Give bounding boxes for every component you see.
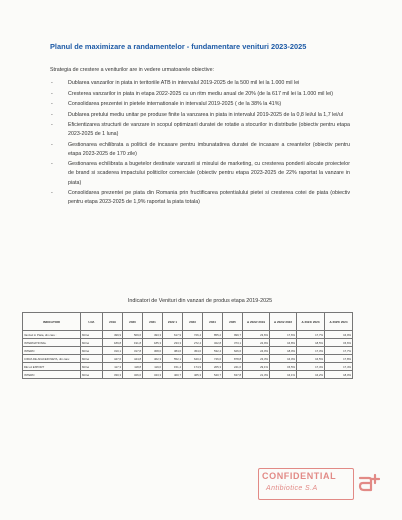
bullet-dash: - <box>51 190 53 197</box>
bullet-dash: - <box>51 122 53 129</box>
objective-text: Eficientizarea structurii de vanzare in scopul optimizarii duratei de rotatie a stocurilor in distributie (obiectiv pentru etapa 2023-2025 de 1 luna) <box>68 122 350 138</box>
table-row <box>23 371 353 379</box>
value-cell: 117,3 <box>103 363 123 371</box>
column-header: Δ 2024/ 2023 <box>297 313 325 331</box>
column-header: 2020 <box>123 313 143 331</box>
value-cell: 17,8% <box>325 355 353 363</box>
value-cell: 18,0% <box>270 347 297 355</box>
value-cell: 21,3% <box>243 371 270 379</box>
value-cell: 16,1% <box>270 371 297 379</box>
value-cell: 118,8 <box>123 363 143 371</box>
value-cell: 454,0 <box>183 347 203 355</box>
table-row <box>23 339 353 347</box>
unit-cell: Mil lei <box>81 339 103 347</box>
value-cell: 330,3 <box>103 371 123 379</box>
objective-item <box>50 160 350 187</box>
value-cell: 746,0 <box>203 355 223 363</box>
value-cell: 15,5% <box>270 363 297 371</box>
value-cell: 18,5% <box>297 339 325 347</box>
bullet-dash: - <box>51 141 53 148</box>
value-cell: 626,6 <box>223 347 243 355</box>
value-cell: 532,4 <box>203 347 223 355</box>
company-logo-icon <box>356 470 380 496</box>
value-cell: 151,4 <box>163 363 183 371</box>
value-cell: 855,2 <box>203 331 223 339</box>
revenue-indicators-table <box>22 312 353 379</box>
value-cell: 637,8 <box>223 371 243 379</box>
objective-item <box>50 189 350 207</box>
table-body <box>23 331 353 379</box>
value-cell: 462,3 <box>143 355 163 363</box>
value-cell: 272,4 <box>183 339 203 347</box>
table-row <box>23 347 353 355</box>
column-header: 2024 <box>203 313 223 331</box>
objective-item <box>50 90 350 99</box>
table-row <box>23 363 353 371</box>
value-cell: 499,9 <box>103 331 123 339</box>
value-cell: 308,0 <box>143 347 163 355</box>
value-cell: 400,7 <box>163 371 183 379</box>
unit-cell: Mil lei <box>81 363 103 371</box>
intro-paragraph: Strategia de crestere a veniturilor are in vedere urmatoarele obiective: <box>50 67 214 73</box>
value-cell: 189,8 <box>103 339 123 347</box>
column-header: 2019 <box>103 313 123 331</box>
indicator-cell: INTERN <box>23 347 81 355</box>
value-cell: 617,9 <box>163 331 183 339</box>
value-cell: 878,8 <box>223 355 243 363</box>
value-cell: 233,3 <box>163 339 183 347</box>
page-title: Planul de maximizare a randamentelor - fundamentare venituri 2023-2025 <box>50 42 307 51</box>
value-cell: 17,4% <box>325 363 353 371</box>
value-cell: 16,2% <box>297 371 325 379</box>
value-cell: 241,0 <box>223 363 243 371</box>
column-header: Δ 2025/ 2024 <box>325 313 353 331</box>
objective-text: Gestionarea echilibrata a bugetelor destinate vanzarii si mixului de marketing, cu cresterea ponderii alocate proiectelor de brand si scaderea impactului politicilor comerciale (obiectiv pentru etapa 2023-2025 de 22% raportat la vanzare in piata) <box>68 161 350 186</box>
value-cell: 509,6 <box>123 331 143 339</box>
column-header: Δ 2023/ 2022 <box>270 313 297 331</box>
objective-item <box>50 100 350 109</box>
column-header: 2021 <box>143 313 163 331</box>
table-header-row <box>23 313 353 331</box>
unit-cell: Mil lei <box>81 347 103 355</box>
value-cell: 16,8% <box>270 339 297 347</box>
value-cell: 552,1 <box>163 355 183 363</box>
column-header: U.M. <box>81 313 103 331</box>
bullet-dash: - <box>51 101 53 108</box>
column-header: 2025 <box>223 313 243 331</box>
value-cell: 384,6 <box>163 347 183 355</box>
indicator-cell: CIFRA DE AFACERI NETA, din care: <box>23 355 81 363</box>
column-header: INDICATORI <box>23 313 81 331</box>
table-title: Indicatori de Venituri din vanzari de produs etapa 2019-2025 <box>127 298 273 304</box>
value-cell: 16,9% <box>325 331 353 339</box>
value-cell: 540,7 <box>203 371 223 379</box>
value-cell: 15,6% <box>325 339 353 347</box>
objective-text: Consolidarea prezentei pe piata din Romania prin fructificarea potentialului pietei si cresterea cotei de piata (obiectiv pentru etapa 2023-2025 de 1,9% raportat la piata totala) <box>68 190 350 206</box>
value-cell: 640,2 <box>183 355 203 363</box>
unit-cell: Mil lei <box>81 355 103 363</box>
table-row <box>23 331 353 339</box>
value-cell: 465,3 <box>183 371 203 379</box>
value-cell: 447,6 <box>103 355 123 363</box>
value-cell: 326,0 <box>123 371 143 379</box>
column-header: Δ 2022/ 2019 <box>243 313 270 331</box>
value-cell: 174,9 <box>183 363 203 371</box>
column-header: 2022 1 <box>163 313 183 331</box>
objective-item <box>50 121 350 139</box>
objective-item <box>50 111 350 120</box>
value-cell: 317,8 <box>123 347 143 355</box>
confidential-stamp <box>258 468 380 500</box>
value-cell: 373,1 <box>223 339 243 347</box>
bullet-dash: - <box>51 90 53 97</box>
bullet-dash: - <box>51 80 53 87</box>
value-cell: 343,3 <box>143 371 163 379</box>
value-cell: 24,0% <box>243 347 270 355</box>
indicator-cell: INTERN <box>23 371 81 379</box>
objective-item <box>50 141 350 159</box>
value-cell: 205,3 <box>203 363 223 371</box>
stamp-confidential-text: CONFIDENTIAL <box>262 471 337 481</box>
value-cell: 17,4% <box>297 363 325 371</box>
value-cell: 726,4 <box>183 331 203 339</box>
stamp-company-text: Antibiotice S.A <box>266 485 318 492</box>
bullet-dash: - <box>51 111 53 118</box>
value-cell: 17,6% <box>270 331 297 339</box>
objective-text: Consolidarea prezentei in pietele internationale in intervalul 2019-2025 ( de la 38% la 41%) <box>68 101 282 108</box>
objective-text: Dublarea pretului mediu unitar pe produse finite la vanzarea in piata in intervalul 2019-2025 de la 0,8 lei/ul la 1,7 lei/ul <box>68 111 344 118</box>
column-header: 2023 <box>183 313 203 331</box>
bullet-dash: - <box>51 161 53 168</box>
document-body <box>50 66 350 209</box>
value-cell: 17,7% <box>325 347 353 355</box>
value-cell: 493,3 <box>143 331 163 339</box>
objective-text: Gestionarea echilibrata a politicii de incasare pentru imbunatatirea duratei de incasare a creantelor (obiectiv pentru etapa 2023-2025 de 170 zile) <box>68 141 350 157</box>
unit-cell: Mil lei <box>81 371 103 379</box>
unit-cell: Mil lei <box>81 331 103 339</box>
value-cell: 18,0% <box>325 371 353 379</box>
objective-text: Dublarea vanzarilor in piata in teritoriile ATB in intervalul 2019-2025 de la 500 mil lei la 1.000 mil lei <box>68 80 300 87</box>
indicator-cell: INTERNATIONAL <box>23 339 81 347</box>
value-cell: 23,6% <box>243 331 270 339</box>
value-cell: 22,9% <box>243 339 270 347</box>
value-cell: 17,3% <box>297 347 325 355</box>
indicator-cell: DE LA EXPORT <box>23 363 81 371</box>
value-cell: 16,5% <box>297 355 325 363</box>
value-cell: 185,3 <box>143 339 163 347</box>
value-cell: 23,3% <box>243 355 270 363</box>
indicator-cell: Vanzari in Piata, din care : <box>23 331 81 339</box>
value-cell: 444,8 <box>123 355 143 363</box>
value-cell: 29,1% <box>243 363 270 371</box>
value-cell: 310,1 <box>103 347 123 355</box>
value-cell: 16,0% <box>270 355 297 363</box>
value-cell: 322,8 <box>203 339 223 347</box>
table-row <box>23 355 353 363</box>
value-cell: 17,7% <box>297 331 325 339</box>
value-cell: 999,7 <box>223 331 243 339</box>
value-cell: 191,8 <box>123 339 143 347</box>
value-cell: 119,0 <box>143 363 163 371</box>
objective-item <box>50 79 350 88</box>
objective-text: Cresterea vanzarilor in piata in etapa 2022-2025 cu un ritm mediu anual de 20% (de la 617 mil lei la 1.000 mil lei) <box>68 90 333 97</box>
